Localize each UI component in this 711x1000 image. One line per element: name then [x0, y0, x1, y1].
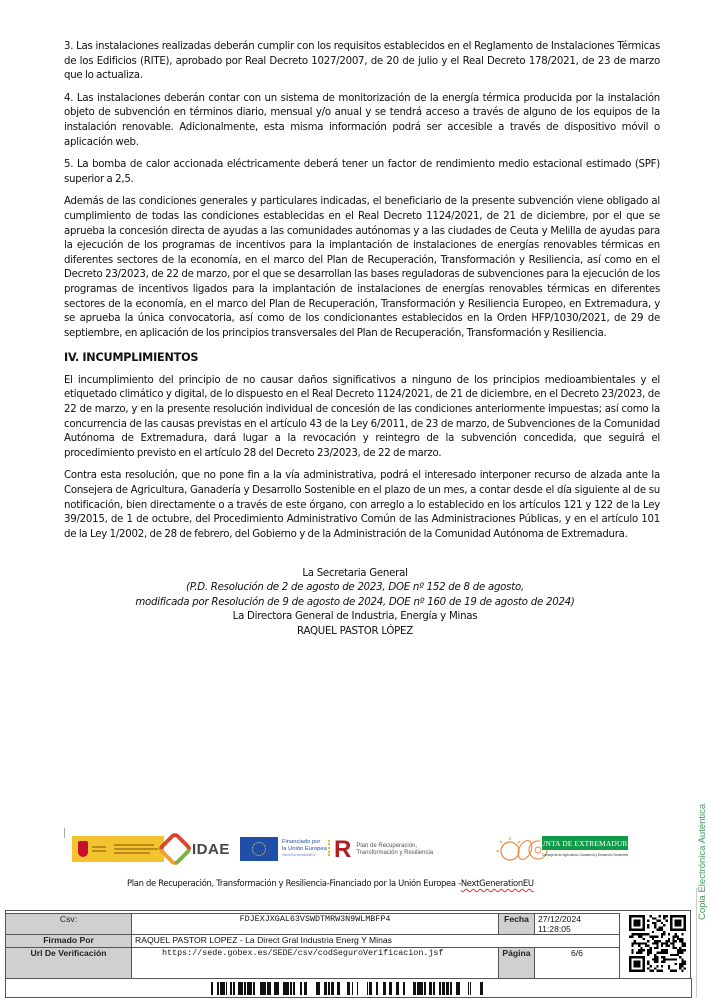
idae-logo [162, 834, 230, 864]
signature-role: La Secretaria General [302, 568, 408, 579]
prtr-line-2: Transformación y Resiliencia [356, 850, 434, 856]
paragraph-item-3: 3. Las instalaciones realizadas deberán cumplir con los requisitos establecidos en el Reglamento de Instalaciones Térmicas de los Edificios (RITE), aprobado por Real Decreto 1027/2007, de 20 de julio y el Real Decreto 178/2021, de 23 de marzo que lo actualiza. [64, 41, 660, 82]
eu-line-3: NextGenerationEU [282, 852, 316, 858]
junta-subtitle: Consejería de Agricultura, Ganadería y Desarrollo Sostenible [542, 853, 628, 857]
firmado-label: Firmado Por [6, 935, 132, 948]
signature-block [100, 567, 610, 639]
signature-delegation-1: (P.D. Resolución de 2 de agosto de 2023, DOE nº 152 de 8 de agosto, [186, 582, 524, 594]
verification-row-url [6, 948, 620, 979]
junta-wordmark: JUNTA DE EXTREMADURA [542, 836, 628, 850]
funding-logos-bar [64, 832, 644, 868]
csv-value: FDJEXJXGAL63VSWDTMRW3N9WLMBFP4 [132, 914, 499, 935]
firmado-value: RAQUEL PASTOR LOPEZ - La Direct Gral Industria Energ Y Minas [132, 935, 620, 948]
prtr-r-mark-icon: R [334, 836, 352, 863]
pagina-value: 6/6 [535, 948, 620, 979]
csv-label: Csv: [6, 914, 132, 935]
eu-line-2: la Unión Europea [282, 845, 327, 852]
paragraph-appeal: Contra esta resolución, que no pone fin a la vía administrativa, podrá el interesado interponer recurso de alzada ante la Consejera de Agricultura, Ganadería y Desarrollo Sostenible en el plazo de un mes, a contar desde el día siguiente al de su notificación, bien directamente o a través de este órgano, con arreglo a lo establecido en los artículos 121 y 122 de la Ley 39/2015, de 1 de octubre, del Procedimiento Administrativo Común de las Administraciones Públicas, y en el artículo 101 de la Ley 1/2002, de 28 de febrero, del Gobierno y de la Administración de la Comunidad Autónoma de Extremadura. [64, 470, 660, 540]
signature-signer-title: La Directora General de Industria, Energía y Minas [232, 611, 478, 623]
url-value[interactable]: https://sede.gobex.es/SEDE/csv/codSeguroVerificacion.jsf [132, 948, 499, 979]
barcode-icon [211, 982, 485, 995]
junta-extremadura-logo [537, 836, 633, 864]
prtr-line-1: Plan de Recuperación, [356, 842, 418, 849]
section-heading: IV. INCUMPLIMIENTOS [64, 351, 199, 365]
signature-delegation-2: modificada por Resolución de 9 de agosto de 2024, DOE nº 160 de 19 de agosto de 2024) [135, 596, 575, 608]
pagina-label: Página [499, 948, 535, 979]
paragraph-item-4: 4. Las instalaciones deberán contar con un sistema de monitorización de la energía térmica producida por la instalación objeto de subvención en términos diario, mensual y/o anual y se tendrá acceso a través de alguno de los equipos de la instalación renovable. Adicionalmente, esta misma información podrá ser accesible a través de dispositivo móvil o aplicación web. [64, 92, 660, 148]
prtr-logo [334, 836, 484, 864]
verification-row-signer [6, 935, 620, 948]
eu-funding-logo [240, 835, 330, 863]
signature-signer-name: RAQUEL PASTOR LÓPEZ [297, 625, 413, 637]
eu-flag-icon [240, 837, 278, 861]
paragraph-item-5: 5. La bomba de calor accionada eléctricamente deberá tener un factor de rendimiento medio estacional estimado (SPF) superior a 2,5. [64, 159, 660, 185]
authentic-copy-stamp: Copia Electrónica Auténtica [697, 803, 708, 920]
fecha-value: 27/12/2024 11:28:05 [535, 914, 620, 935]
document-body [64, 40, 660, 550]
url-label: Url De Verificación [6, 948, 132, 979]
funding-statement-text: Plan de Recuperación, Transformación y Resiliencia-Financiado por la Unión Europea - [127, 878, 461, 888]
verification-row-csv [6, 914, 620, 935]
verification-table [5, 913, 620, 979]
idae-wordmark: IDAE [192, 840, 230, 858]
fecha-label: Fecha [499, 914, 535, 935]
coat-of-arms-icon [78, 841, 88, 857]
paragraph-noncompliance: El incumplimiento del principio de no causar daños significativos a ninguno de los principios medioambientales y el etiquetado climático y digital, de lo dispuesto en el Real Decreto 1124/2021, de 21 de diciembre, en el Decreto 23/2023, de 22 de marzo, y en la presente resolución individual de concesión de las condiciones anteriormente impuestas; así como la concurrencia de las causas previstas en el artículo 43 de la Ley 6/2011, de 23 de marzo, de Subvenciones de la Comunidad Autónoma de Extremadura, dará lugar a la revocación y reintegro de la subvención concedida, que seguirá el procedimiento previsto en el artículo 28 del Decreto 23/2023, de 22 de marzo. [64, 374, 660, 459]
paragraph-obligations: Además de las condiciones generales y particulares indicadas, el beneficiario de la presente subvención viene obligado al cumplimiento de todas las condiciones establecidas en el Real Decreto 1124/2021, de 21 de diciembre, por el que se aprueba la concesión directa de ayudas a las comunidades autónomas y a las ciudades de Ceuta y Melilla de ayudas para la ejecución de los programas de incentivos para la implantación de instalaciones de energías renovables térmicas en diferentes sectores de la economía, en el marco del Plan de Recuperación, Transformación y Resiliencia, así como en el Decreto 23/2023, de 22 de marzo, por el que se desarrollan las bases reguladoras de subvenciones para la ejecución de los programas de incentivos ligados para la implantación de instalaciones de energías renovables térmicas en diferentes sectores de la economía, en el marco del Plan de Recuperación, Transformación y Resiliencia Europeo, en Extremadura, y se aprueba la única convocatoria, así como de los condicionantes establecidos en la Orden HFP/1030/2021, de 29 de septiembre, en aplicación de los principios transversales del Plan de Recuperación, Transformación y Resiliencia. [64, 196, 660, 339]
funding-statement [127, 878, 534, 888]
idae-mark-icon [157, 831, 194, 868]
eu-line-1: Financiado por [282, 839, 321, 846]
nextgeneration-eu-text: NextGenerationEU [460, 878, 534, 888]
qr-code-icon [629, 915, 686, 972]
spain-government-logo [72, 836, 164, 862]
